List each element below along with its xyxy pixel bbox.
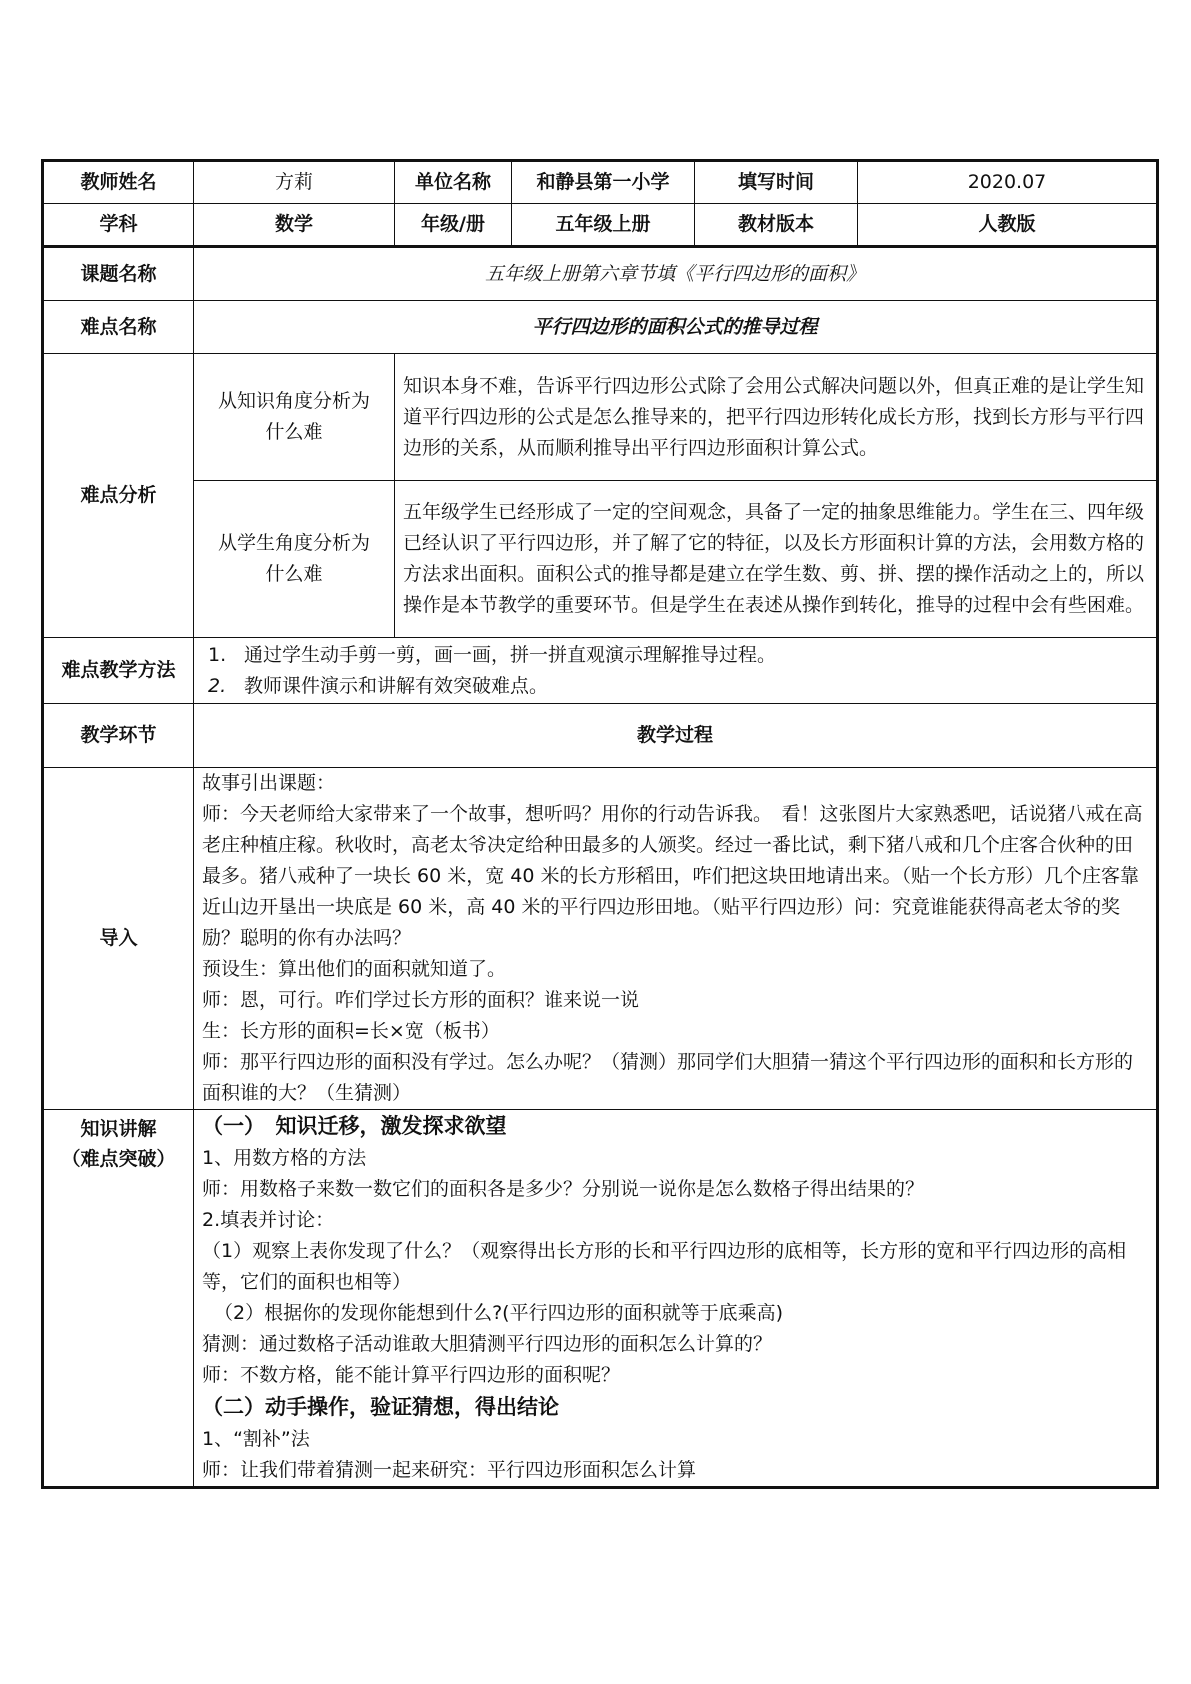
method-item	[202, 671, 1148, 702]
method-item	[202, 640, 1148, 671]
unit-name-value: 和静县第一小学	[512, 161, 695, 204]
teacher-name-value: 方莉	[194, 161, 395, 204]
lecture-section-heading: （一） 知识迁移，激发探求欲望	[202, 1114, 507, 1138]
date-value: 2020.07	[858, 161, 1158, 204]
difficulty-label: 难点名称	[43, 301, 194, 354]
header-row-1	[43, 161, 1158, 204]
knowledge-angle-label	[194, 354, 395, 481]
method-item-num: 1.	[208, 643, 227, 666]
lecture-line: 师：让我们带着猜测一起来研究：平行四边形面积怎么计算	[202, 1459, 697, 1481]
subject-label: 学科	[43, 204, 194, 247]
subject-value: 数学	[194, 204, 395, 247]
method-item-text: 教师课件演示和讲解有效突破难点。	[244, 674, 549, 697]
student-angle-label-line2: 什么难	[265, 563, 323, 585]
student-angle-text	[395, 481, 1158, 638]
intro-row	[43, 768, 1158, 1110]
lesson-plan-table	[41, 159, 1159, 1489]
analysis-row-knowledge	[43, 354, 1158, 481]
method-item-num: 2.	[208, 674, 227, 697]
lecture-line: 师：用数格子来数一数它们的面积各是多少？分别说一说你是怎么数格子得出结果的？	[202, 1178, 925, 1200]
knowledge-angle-text	[395, 354, 1158, 481]
method-list	[194, 638, 1158, 704]
lecture-line: 1、用数方格的方法	[202, 1147, 367, 1169]
intro-line: 生：长方形的面积=长×宽（板书）	[202, 1020, 500, 1042]
lecture-label	[43, 1110, 194, 1488]
lecture-line: （2）根据你的发现你能想到什么?(平行四边形的面积就等于底乘高)	[214, 1302, 783, 1324]
lecture-section-heading: （二）动手操作，验证猜想，得出结论	[202, 1395, 559, 1419]
difficulty-value: 平行四边形的面积公式的推导过程	[194, 301, 1158, 354]
intro-line: 预设生：算出他们的面积就知道了。	[202, 958, 507, 980]
intro-line: 师：那平行四边形的面积没有学过。怎么办呢？（猜测）那同学们大胆猜一猜这个平行四边形的面积和长方形的面积谁的大？（生猜测）	[202, 1051, 1134, 1104]
stage-label: 教学环节	[43, 704, 194, 768]
lecture-line: 2.填表并讨论：	[202, 1209, 335, 1231]
lecture-label-line2: （难点突破）	[61, 1148, 176, 1170]
intro-line: 故事引出课题：	[202, 772, 336, 794]
unit-name-label: 单位名称	[395, 161, 512, 204]
topic-row	[43, 247, 1158, 301]
intro-content	[194, 768, 1158, 1110]
process-label: 教学过程	[194, 704, 1158, 768]
analysis-row-student	[43, 481, 1158, 638]
topic-label: 课题名称	[43, 247, 194, 301]
method-label: 难点教学方法	[43, 638, 194, 704]
topic-value: 五年级上册第六章节填《平行四边形的面积》	[194, 247, 1158, 301]
lecture-line: （1）观察上表你发现了什么？（观察得出长方形的长和平行四边形的底相等，长方形的宽和平行四边形的高相等，它们的面积也相等）	[202, 1240, 1127, 1293]
lecture-content	[194, 1110, 1158, 1488]
date-label: 填写时间	[695, 161, 858, 204]
edition-label: 教材版本	[695, 204, 858, 247]
student-angle-label	[194, 481, 395, 638]
grade-value: 五年级上册	[512, 204, 695, 247]
header-row-2	[43, 204, 1158, 247]
intro-line: 师：今天老师给大家带来了一个故事，想听吗？用你的行动告诉我。 看！这张图片大家熟悉吧，话说猪八戒在高老庄种植庄稼。秋收时，高老太爷决定给种田最多的人颁奖。经过一番比试，剩下猪八戒和几个庄客合伙种的田最多。猪八戒种了一块长 60 米，宽 40 米的长方形稻田，咋们把这块田地请出来。（贴一个长方形）几个庄客靠近山边开垦出一块底是 60 米，高 40 米的平行四边形田地。（贴平行四边形）问：究竟谁能获得高老太爷的奖励？聪明的你有办法吗？	[202, 803, 1143, 949]
knowledge-angle-label-line2: 什么难	[265, 421, 323, 443]
lecture-line: 师：不数方格，能不能计算平行四边形的面积呢？	[202, 1364, 621, 1386]
student-angle-paragraph: 五年级学生已经形成了一定的空间观念，具备了一定的抽象思维能力。学生在三、四年级已经认识了平行四边形，并了解了它的特征，以及长方形面积计算的方法，会用数方格的方法求出面积。面积公式的推导都是建立在学生数、剪、拼、摆的操作活动之上的，所以操作是本节教学的重要环节。但是学生在表述从操作到转化，推导的过程中会有些困难。	[403, 501, 1145, 616]
intro-label: 导入	[43, 768, 194, 1110]
process-header-row	[43, 704, 1158, 768]
method-row	[43, 638, 1158, 704]
knowledge-angle-label-line1: 从知识角度分析为	[217, 390, 370, 412]
edition-value: 人教版	[858, 204, 1158, 247]
knowledge-angle-paragraph: 知识本身不难，告诉平行四边形公式除了会用公式解决问题以外，但真正难的是让学生知道平行四边形的公式是怎么推导来的，把平行四边形转化成长方形，找到长方形与平行四边形的关系，从而顺利推导出平行四边形面积计算公式。	[403, 374, 1145, 459]
intro-line: 师：恩，可行。咋们学过长方形的面积？谁来说一说	[202, 989, 640, 1011]
method-item-text: 通过学生动手剪一剪，画一画，拼一拼直观演示理解推导过程。	[244, 643, 777, 666]
lecture-row	[43, 1110, 1158, 1488]
difficulty-row	[43, 301, 1158, 354]
lecture-line: 猜测：通过数格子活动谁敢大胆猜测平行四边形的面积怎么计算的？	[202, 1333, 773, 1355]
lecture-label-line1: 知识讲解	[80, 1118, 157, 1140]
student-angle-label-line1: 从学生角度分析为	[217, 532, 370, 554]
lecture-line: 1、“割补”法	[202, 1428, 310, 1450]
grade-label: 年级/册	[395, 204, 512, 247]
analysis-label: 难点分析	[43, 354, 194, 638]
teacher-name-label: 教师姓名	[43, 161, 194, 204]
